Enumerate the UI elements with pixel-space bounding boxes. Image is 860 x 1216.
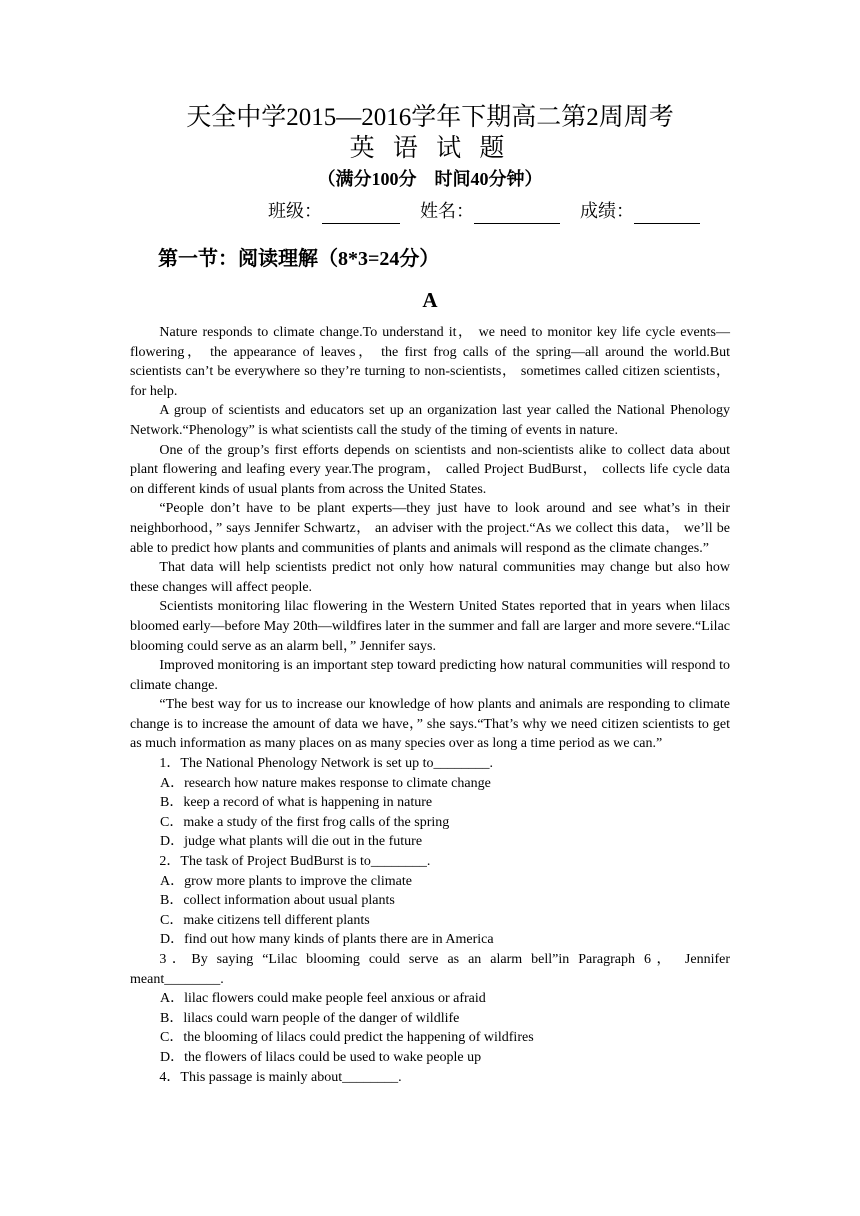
question-stem: 3．By saying “Lilac blooming could serve as an alarm bell”in Paragraph 6， Jennifer meant________. (130, 952, 730, 987)
question-stem: 4．This passage is mainly about________. (159, 1069, 402, 1085)
passage-paragraph: Improved monitoring is an important step toward predicting how natural communities will respond to climate change. (130, 658, 730, 693)
question-list (130, 754, 730, 1087)
answer-option[interactable]: C．the blooming of lilacs could predict the happening of wildfires (160, 1030, 534, 1046)
score-label: 成绩： (580, 201, 634, 221)
exam-title: 天全中学2015—2016学年下期高二第2周周考 (186, 104, 674, 131)
passage-paragraph: “People don’t have to be plant experts—they just have to look around and see what’s in their neighborhood，” says Jennifer Schwartz， an adviser with the project.“As we collect this data， we’ll be able to predict how plants and communities of plants and animals will respond as the climate changes.” (130, 501, 730, 556)
section-title: 第一节：阅读理解（8*3=24分） (158, 248, 440, 270)
passage-paragraph: “The best way for us to increase our knowledge of how plants and animals are responding to climate change is to increase the amount of data we have，” she says.“That’s why we need citizen scientists to get as much information as many places on as many species over as long a time period as we can.” (130, 697, 730, 752)
answer-option[interactable]: B．lilacs could warn people of the danger of wildlife (160, 1010, 460, 1026)
answer-option[interactable]: A．grow more plants to improve the climate (160, 873, 412, 889)
answer-option[interactable]: D．the flowers of lilacs could be used to wake people up (160, 1049, 482, 1065)
score-blank[interactable] (634, 203, 700, 224)
answer-option[interactable]: C．make a study of the first frog calls of the spring (160, 814, 450, 830)
subject-title: 英 语 试 题 (349, 135, 511, 162)
answer-option[interactable]: A．lilac flowers could make people feel anxious or afraid (160, 991, 486, 1007)
passage-paragraph: Nature responds to climate change.To understand it， we need to monitor key life cycle events—flowering， the appearance of leaves， the first frog calls of the spring—all around the world.But scientists can’t be everywhere so they’re turning to non-scientists， sometimes called citizen scientists， for help. (130, 325, 730, 399)
passage-paragraph: Scientists monitoring lilac flowering in the Western United States reported that in years when lilacs bloomed early—before May 20th—wildfires later in the summer and fall are larger and more severe.“Lilac blooming could serve as an alarm bell，” Jennifer says. (130, 599, 730, 654)
passage-paragraph: A group of scientists and educators set up an organization last year called the National Phenology Network.“Phenology” is what scientists call the study of the timing of events in nature. (130, 403, 730, 438)
answer-option[interactable]: D．judge what plants will die out in the future (160, 834, 423, 850)
passage-body (130, 323, 730, 1087)
name-label: 姓名： (420, 201, 474, 221)
answer-option[interactable]: C．make citizens tell different plants (160, 912, 370, 928)
class-label: 班级： (268, 201, 322, 221)
passage-paragraph: One of the group’s first efforts depends on scientists and non-scientists alike to collect data about plant flowering and leafing every year.The program， called Project BudBurst， collects life cycle data on different kinds of usual plants from across the United States. (130, 442, 730, 497)
exam-meta: （满分100分 时间40分钟） (317, 169, 543, 189)
answer-option[interactable]: B．keep a record of what is happening in nature (160, 795, 433, 811)
name-blank[interactable] (474, 203, 560, 224)
passage-paragraph: That data will help scientists predict not only how natural communities may change but also how these changes will affect people. (130, 560, 730, 595)
question-stem: 2．The task of Project BudBurst is to________. (159, 854, 431, 870)
answer-option[interactable]: A．research how nature makes response to climate change (160, 775, 491, 791)
class-blank[interactable] (322, 203, 400, 224)
student-info-line (268, 198, 720, 224)
answer-option[interactable]: D．find out how many kinds of plants there are in America (160, 932, 494, 948)
answer-option[interactable]: B．collect information about usual plants (160, 893, 395, 909)
passage-letter: A (422, 288, 438, 312)
question-stem: 1．The National Phenology Network is set up to________. (159, 756, 494, 772)
